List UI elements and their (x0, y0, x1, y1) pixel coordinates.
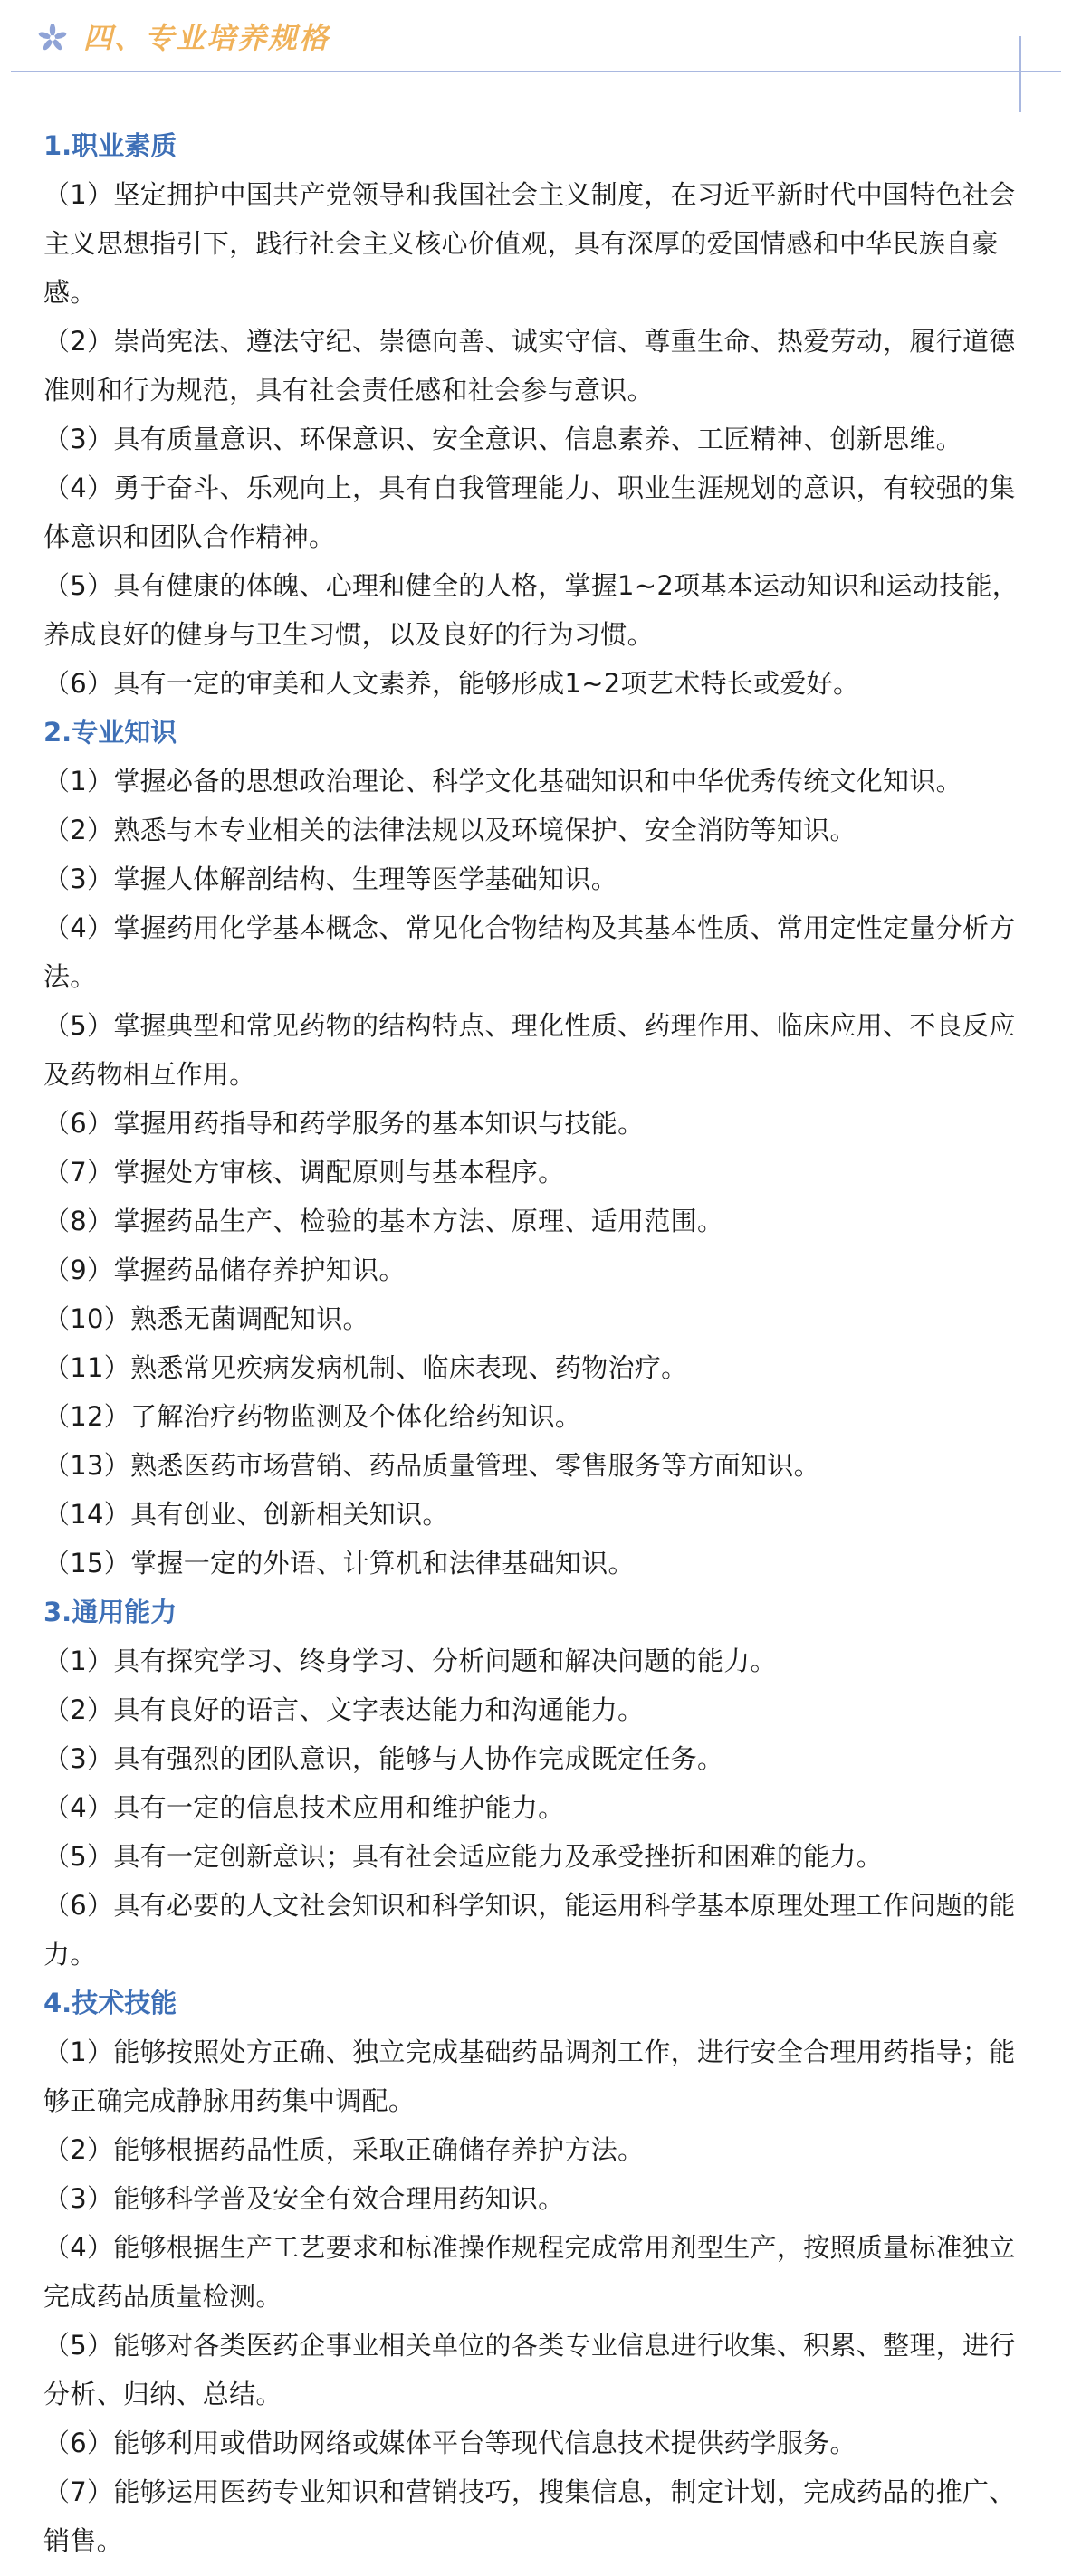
list-item: （2）具有良好的语言、文字表达能力和沟通能力。 (43, 1694, 645, 1725)
list-item: （1）能够按照处方正确、独立完成基础药品调剂工作，进行安全合理用药指导；能够正确完成静脉用药集中调配。 (43, 2037, 1016, 2116)
list-item: （3）具有质量意识、环保意识、安全意识、信息素养、工匠精神、创新思维。 (43, 424, 962, 454)
list-item: （4）具有一定的信息技术应用和维护能力。 (43, 1792, 565, 1823)
list-item: （12）了解治疗药物监测及个体化给药知识。 (43, 1401, 582, 1432)
list-item: （7）掌握处方审核、调配原则与基本程序。 (43, 1157, 565, 1188)
list-item: （3）具有强烈的团队意识，能够与人协作完成既定任务。 (43, 1743, 724, 1774)
list-item: （1）掌握必备的思想政治理论、科学文化基础知识和中华优秀传统文化知识。 (43, 766, 962, 797)
list-item: （9）掌握药品储存养护知识。 (43, 1255, 406, 1285)
list-item: （2）能够根据药品性质，采取正确储存养护方法。 (43, 2134, 645, 2165)
list-item: （4）勇于奋斗、乐观向上，具有自我管理能力、职业生涯规划的意识，有较强的集体意识和团队合作精神。 (43, 472, 1016, 552)
list-item: （3）能够科学普及安全有效合理用药知识。 (43, 2183, 565, 2214)
asterisk-flower-icon (36, 22, 69, 54)
document-body (43, 121, 1030, 2565)
section-title: 4.技术技能 (43, 1988, 177, 2018)
list-item: （1）坚定拥护中国共产党领导和我国社会主义制度，在习近平新时代中国特色社会主义思想指引下，践行社会主义核心价值观，具有深厚的爱国情感和中华民族自豪感。 (43, 179, 1016, 308)
list-item: （6）能够利用或借助网络或媒体平台等现代信息技术提供药学服务。 (43, 2428, 857, 2458)
list-item: （7）能够运用医药专业知识和营销技巧，搜集信息，制定计划，完成药品的推广、销售。 (43, 2476, 1016, 2556)
list-item: （13）熟悉医药市场营销、药品质量管理、零售服务等方面知识。 (43, 1450, 820, 1481)
header-divider (11, 71, 1061, 72)
list-item: （11）熟悉常见疾病发病机制、临床表现、药物治疗。 (43, 1352, 688, 1383)
section-3 (43, 1588, 1030, 1979)
list-item: （2）熟悉与本专业相关的法律法规以及环境保护、安全消防等知识。 (43, 815, 857, 845)
list-item: （6）具有一定的审美和人文素养，能够形成1~2项艺术特长或爱好。 (43, 668, 860, 699)
section-4 (43, 1979, 1030, 2565)
section-1 (43, 121, 1030, 708)
section-title: 3.通用能力 (43, 1597, 177, 1627)
list-item: （4）掌握药用化学基本概念、常见化合物结构及其基本性质、常用定性定量分析方法。 (43, 912, 1016, 992)
list-item: （1）具有探究学习、终身学习、分析问题和解决问题的能力。 (43, 1646, 777, 1676)
page-title: 四、专业培养规格 (83, 21, 330, 55)
section-2 (43, 708, 1030, 1588)
list-item: （6）掌握用药指导和药学服务的基本知识与技能。 (43, 1108, 645, 1139)
list-item: （5）具有健康的体魄、心理和健全的人格，掌握1~2项基本运动知识和运动技能，养成良好的健身与卫生习惯，以及良好的行为习惯。 (43, 570, 1019, 650)
list-item: （3）掌握人体解剖结构、生理等医学基础知识。 (43, 863, 618, 894)
list-item: （6）具有必要的人文社会知识和科学知识，能运用科学基本原理处理工作问题的能力。 (43, 1890, 1016, 1970)
section-title: 2.专业知识 (43, 717, 177, 748)
header-vertical-accent (1019, 36, 1021, 112)
list-item: （2）崇尚宪法、遵法守纪、崇德向善、诚实守信、尊重生命、热爱劳动，履行道德准则和行为规范，具有社会责任感和社会参与意识。 (43, 326, 1016, 405)
list-item: （15）掌握一定的外语、计算机和法律基础知识。 (43, 1548, 635, 1579)
list-item: （5）具有一定创新意识；具有社会适应能力及承受挫折和困难的能力。 (43, 1841, 884, 1872)
list-item: （4）能够根据生产工艺要求和标准操作规程完成常用剂型生产，按照质量标准独立完成药品质量检测。 (43, 2232, 1016, 2312)
section-header (0, 0, 1072, 118)
list-item: （5）能够对各类医药企事业相关单位的各类专业信息进行收集、积累、整理，进行分析、归纳、总结。 (43, 2330, 1016, 2409)
list-item: （14）具有创业、创新相关知识。 (43, 1499, 449, 1530)
list-item: （8）掌握药品生产、检验的基本方法、原理、适用范围。 (43, 1206, 724, 1236)
section-title: 1.职业素质 (43, 130, 177, 161)
list-item: （5）掌握典型和常见药物的结构特点、理化性质、药理作用、临床应用、不良反应及药物相互作用。 (43, 1010, 1016, 1090)
list-item: （10）熟悉无菌调配知识。 (43, 1303, 369, 1334)
